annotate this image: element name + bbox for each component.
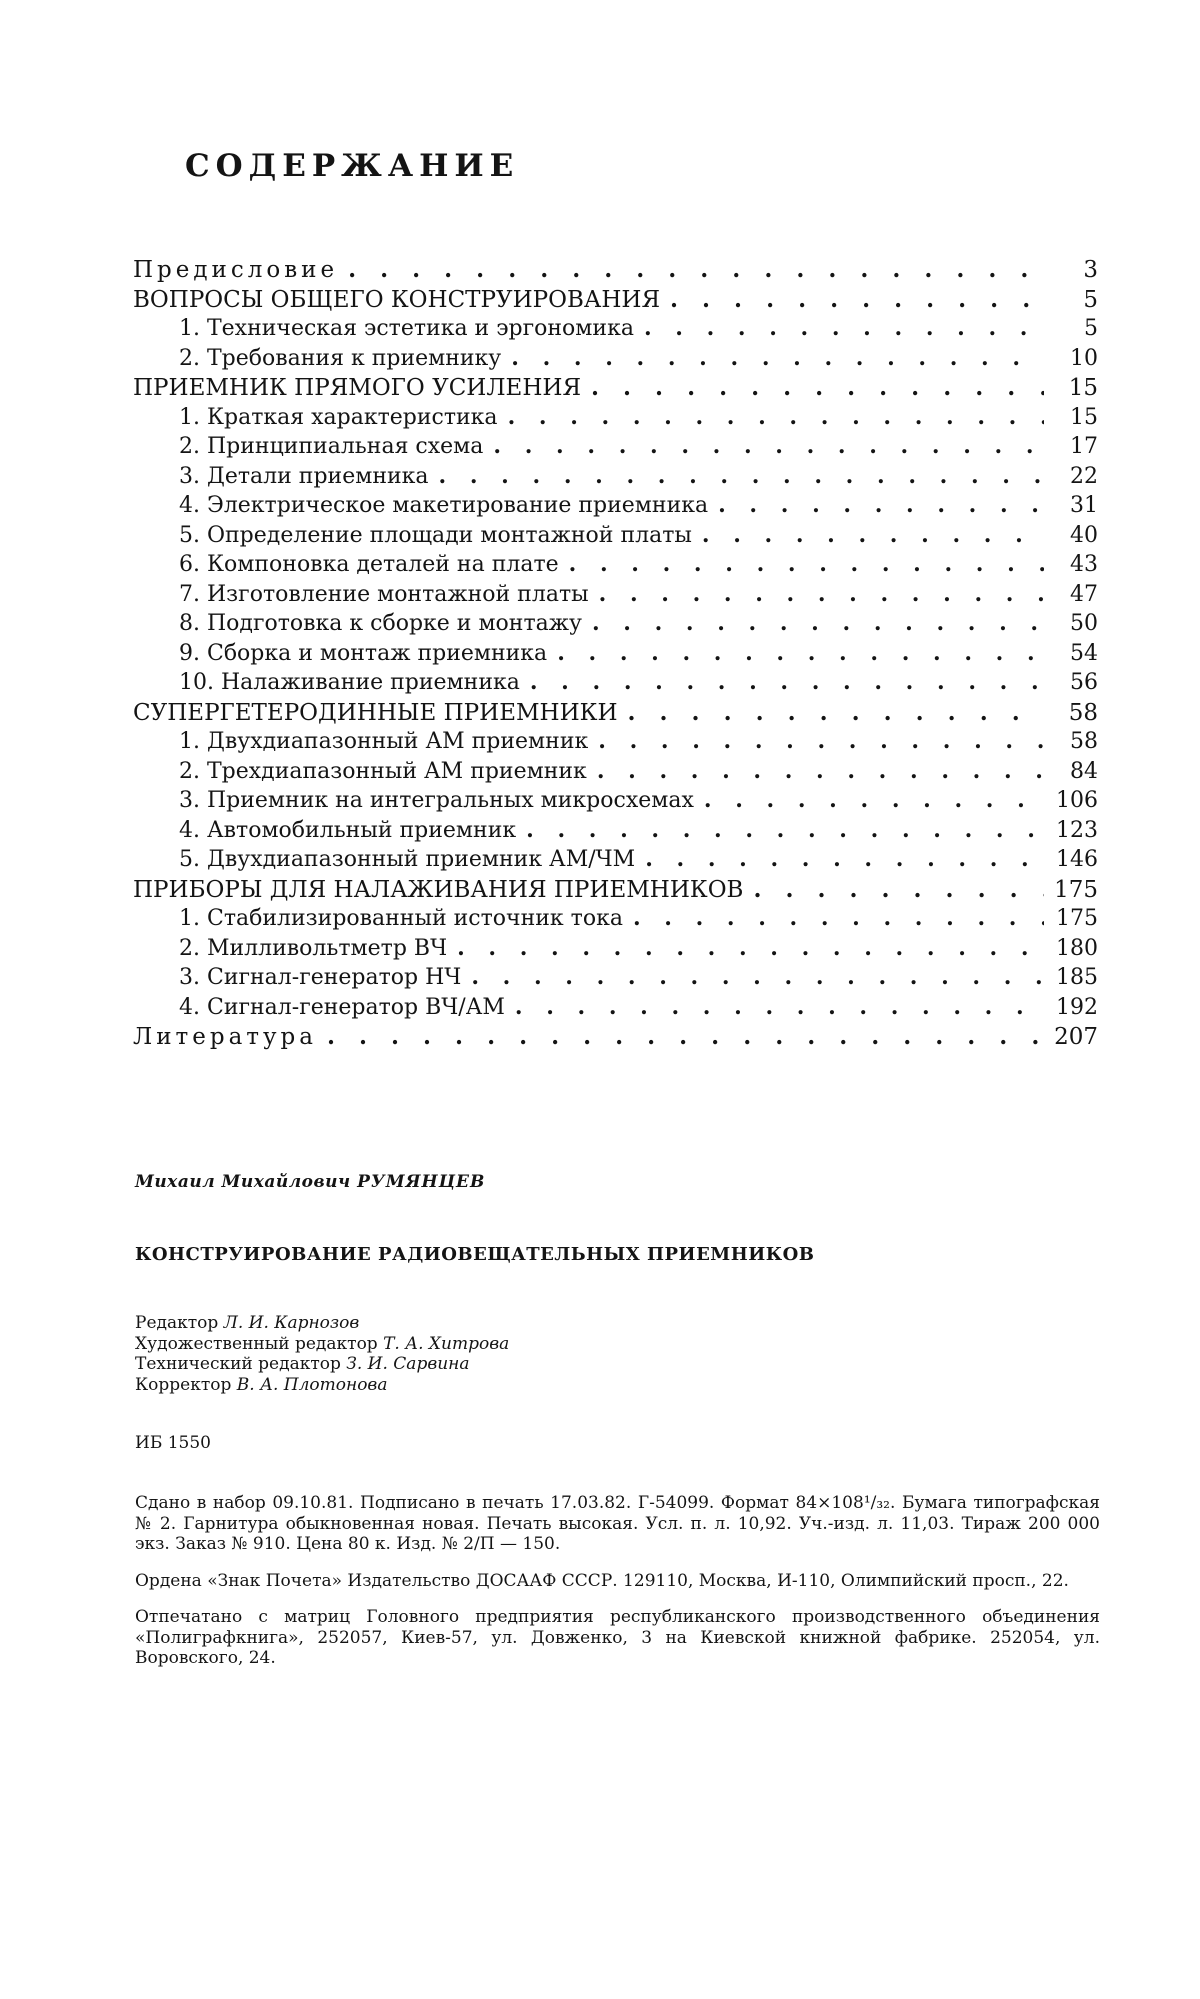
toc-entry-title: 5. Двухдиапазонный приемник АМ/ЧМ <box>179 847 636 872</box>
toc-entry <box>133 934 1098 964</box>
toc-entry <box>133 993 1098 1023</box>
dot-leader <box>628 698 1044 728</box>
author-surname: РУМЯНЦЕВ <box>357 1172 486 1192</box>
toc-entry-page: 106 <box>1056 788 1098 813</box>
toc-entry-title: 3. Сигнал-генератор НЧ <box>179 965 462 990</box>
toc-entry-title: 1. Стабилизированный источник тока <box>179 906 623 931</box>
toc-entry-title: 4. Автомобильный приемник <box>179 817 517 843</box>
toc-entry-page: 56 <box>1070 670 1098 695</box>
toc-entry-page: 50 <box>1070 611 1098 636</box>
dot-leader <box>569 550 1044 580</box>
dot-leader <box>526 816 1044 846</box>
toc-entry-page: 123 <box>1056 817 1098 843</box>
toc-entry-page: 40 <box>1070 522 1098 548</box>
book-title: КОНСТРУИРОВАНИЕ РАДИОВЕЩАТЕЛЬНЫХ ПРИЕМНИКОВ <box>135 1244 815 1265</box>
staff-name: В. А. Плотонова <box>236 1374 388 1395</box>
dot-leader <box>644 314 1044 344</box>
toc-entry <box>133 904 1098 934</box>
toc-entry-title: 4. Сигнал-генератор ВЧ/АМ <box>179 994 505 1020</box>
toc-entry-page: 54 <box>1070 640 1098 666</box>
toc-entry-title: СУПЕРГЕТЕРОДИННЫЕ ПРИЕМНИКИ <box>133 699 618 726</box>
toc-entry <box>133 432 1098 462</box>
table-of-contents <box>133 255 1098 1052</box>
toc-entry-page: 31 <box>1070 493 1098 518</box>
toc-entry <box>133 609 1098 639</box>
toc-entry <box>133 344 1098 374</box>
toc-entry-title: 10. Налаживание приемника <box>179 670 520 695</box>
toc-entry-page: 180 <box>1056 935 1098 961</box>
dot-leader <box>598 727 1044 757</box>
toc-entry-title: ВОПРОСЫ ОБЩЕГО КОНСТРУИРОВАНИЯ <box>133 286 661 313</box>
staff-name: З. И. Сарвина <box>346 1354 470 1374</box>
toc-entry-title: 9. Сборка и монтаж приемника <box>179 640 548 666</box>
dot-leader <box>327 1022 1044 1052</box>
toc-entry-page: 17 <box>1070 434 1098 459</box>
author-given-names: Михаил Михайлович <box>135 1172 351 1192</box>
toc-entry <box>133 668 1098 698</box>
dot-leader <box>591 373 1044 403</box>
dot-leader <box>508 403 1044 433</box>
toc-entry <box>133 403 1098 433</box>
dot-leader <box>515 993 1044 1023</box>
toc-entry <box>133 255 1098 285</box>
toc-entry <box>133 786 1098 816</box>
author-line <box>135 1172 1100 1192</box>
dot-leader <box>753 875 1044 905</box>
toc-entry-title: ПРИЕМНИК ПРЯМОГО УСИЛЕНИЯ <box>133 375 582 401</box>
toc-entry-page: 22 <box>1070 463 1098 489</box>
staff-credit-line <box>135 1313 1100 1334</box>
toc-entry <box>133 285 1098 315</box>
dot-leader <box>718 491 1044 521</box>
toc-entry-page: 5 <box>1083 286 1098 313</box>
dot-leader <box>511 344 1044 374</box>
toc-entry <box>133 727 1098 757</box>
toc-entry <box>133 757 1098 787</box>
staff-credit-line <box>135 1375 1100 1396</box>
toc-entry <box>133 1022 1098 1052</box>
toc-entry <box>133 314 1098 344</box>
staff-name: Л. И. Карнозов <box>223 1313 360 1333</box>
dot-leader <box>597 757 1044 787</box>
toc-entry-page: 185 <box>1056 965 1098 990</box>
toc-entry-page: 3 <box>1083 257 1098 283</box>
staff-name: Т. А. Хитрова <box>383 1333 510 1354</box>
toc-entry-page: 58 <box>1070 729 1098 754</box>
toc-entry <box>133 963 1098 993</box>
toc-entry-title: 2. Трехдиапазонный АМ приемник <box>179 758 587 784</box>
toc-entry-title: 2. Требования к приемнику <box>179 345 502 371</box>
toc-entry <box>133 639 1098 669</box>
toc-entry-title: 1. Техническая эстетика и эргономика <box>179 316 634 341</box>
toc-entry-title: 5. Определение площади монтажной платы <box>179 522 692 548</box>
dot-leader <box>530 668 1044 698</box>
toc-entry-page: 47 <box>1070 581 1098 607</box>
toc-entry <box>133 580 1098 610</box>
toc-entry-page: 175 <box>1056 906 1098 931</box>
staff-credit-line <box>135 1334 1100 1355</box>
dot-leader <box>493 432 1044 462</box>
toc-entry-title: 4. Электрическое макетирование приемника <box>179 493 709 518</box>
toc-entry-title: Предисловие <box>133 257 339 283</box>
toc-entry-page: 84 <box>1070 758 1098 784</box>
dot-leader <box>670 285 1044 315</box>
toc-entry-title: 1. Двухдиапазонный АМ приемник <box>179 729 589 754</box>
dot-leader <box>592 609 1044 639</box>
dot-leader <box>633 904 1044 934</box>
toc-entry-page: 207 <box>1054 1024 1098 1050</box>
toc-entry-title: 8. Подготовка к сборке и монтажу <box>179 611 582 636</box>
toc-entry-page: 58 <box>1068 699 1098 726</box>
toc-entry <box>133 491 1098 521</box>
toc-entry-title: 2. Принципиальная схема <box>179 434 484 459</box>
toc-entry-title: 1. Краткая характеристика <box>179 404 498 430</box>
toc-entry <box>133 698 1098 728</box>
dot-leader <box>471 963 1044 993</box>
toc-entry <box>133 845 1098 875</box>
printer-info: Отпечатано с матриц Головного предприятия республиканского производственного объединения «Полиграфкнига», 252057, Киев-57, ул. Довженко, 3 на Киевской книжной фабрике. 252054, ул. Воровского, 24. <box>135 1607 1100 1668</box>
dot-leader <box>557 639 1044 669</box>
dot-leader <box>702 521 1044 551</box>
toc-entry-page: 192 <box>1056 994 1098 1020</box>
toc-entry <box>133 550 1098 580</box>
toc-entry-page: 15 <box>1068 375 1098 401</box>
toc-entry-title: 2. Милливольтметр ВЧ <box>179 935 448 961</box>
toc-entry-page: 43 <box>1070 552 1098 577</box>
dot-leader <box>645 845 1044 875</box>
contents-heading: СОДЕРЖАНИЕ <box>185 148 520 184</box>
staff-role: Художественный редактор <box>135 1333 378 1354</box>
staff-role: Корректор <box>135 1374 232 1395</box>
toc-entry-title: 6. Компоновка деталей на плате <box>179 552 559 577</box>
staff-credits <box>135 1313 1100 1395</box>
publisher-info: Ордена «Знак Почета» Издательство ДОСААФ СССР. 129110, Москва, И-110, Олимпийский просп., 22. <box>135 1570 1069 1591</box>
toc-entry-page: 10 <box>1070 345 1098 371</box>
toc-entry <box>133 521 1098 551</box>
toc-entry-title: 3. Детали приемника <box>179 463 429 489</box>
toc-entry-page: 146 <box>1056 847 1098 872</box>
toc-entry <box>133 462 1098 492</box>
dot-leader <box>704 786 1044 816</box>
toc-entry-page: 15 <box>1070 404 1098 430</box>
dot-leader <box>457 934 1044 964</box>
print-details: Сдано в набор 09.10.81. Подписано в печать 17.03.82. Г-54099. Формат 84×108¹/₃₂. Бумага типографская № 2. Гарнитура обыкновенная новая. Печать высокая. Усл. п. л. 10,92. Уч.-изд. л. 11,03. Тираж 200 000 экз. Заказ № 910. Цена 80 к. Изд. № 2/П — 150. <box>135 1493 1100 1554</box>
staff-role: Технический редактор <box>135 1354 341 1374</box>
ib-number: ИБ 1550 <box>135 1433 211 1453</box>
toc-entry-page: 175 <box>1054 876 1098 903</box>
dot-leader <box>599 580 1044 610</box>
toc-entry <box>133 373 1098 403</box>
toc-entry-title: 7. Изготовление монтажной платы <box>179 581 589 607</box>
imprint-section <box>135 1172 1100 1669</box>
staff-credit-line <box>135 1354 1100 1375</box>
toc-entry-title: Литература <box>133 1024 317 1050</box>
toc-entry <box>133 816 1098 846</box>
toc-entry <box>133 875 1098 905</box>
toc-entry-page: 5 <box>1084 316 1098 341</box>
toc-entry-title: 3. Приемник на интегральных микросхемах <box>179 788 694 813</box>
staff-role: Редактор <box>135 1313 219 1333</box>
dot-leader <box>348 255 1044 285</box>
dot-leader <box>439 462 1044 492</box>
toc-entry-title: ПРИБОРЫ ДЛЯ НАЛАЖИВАНИЯ ПРИЕМНИКОВ <box>133 876 744 903</box>
